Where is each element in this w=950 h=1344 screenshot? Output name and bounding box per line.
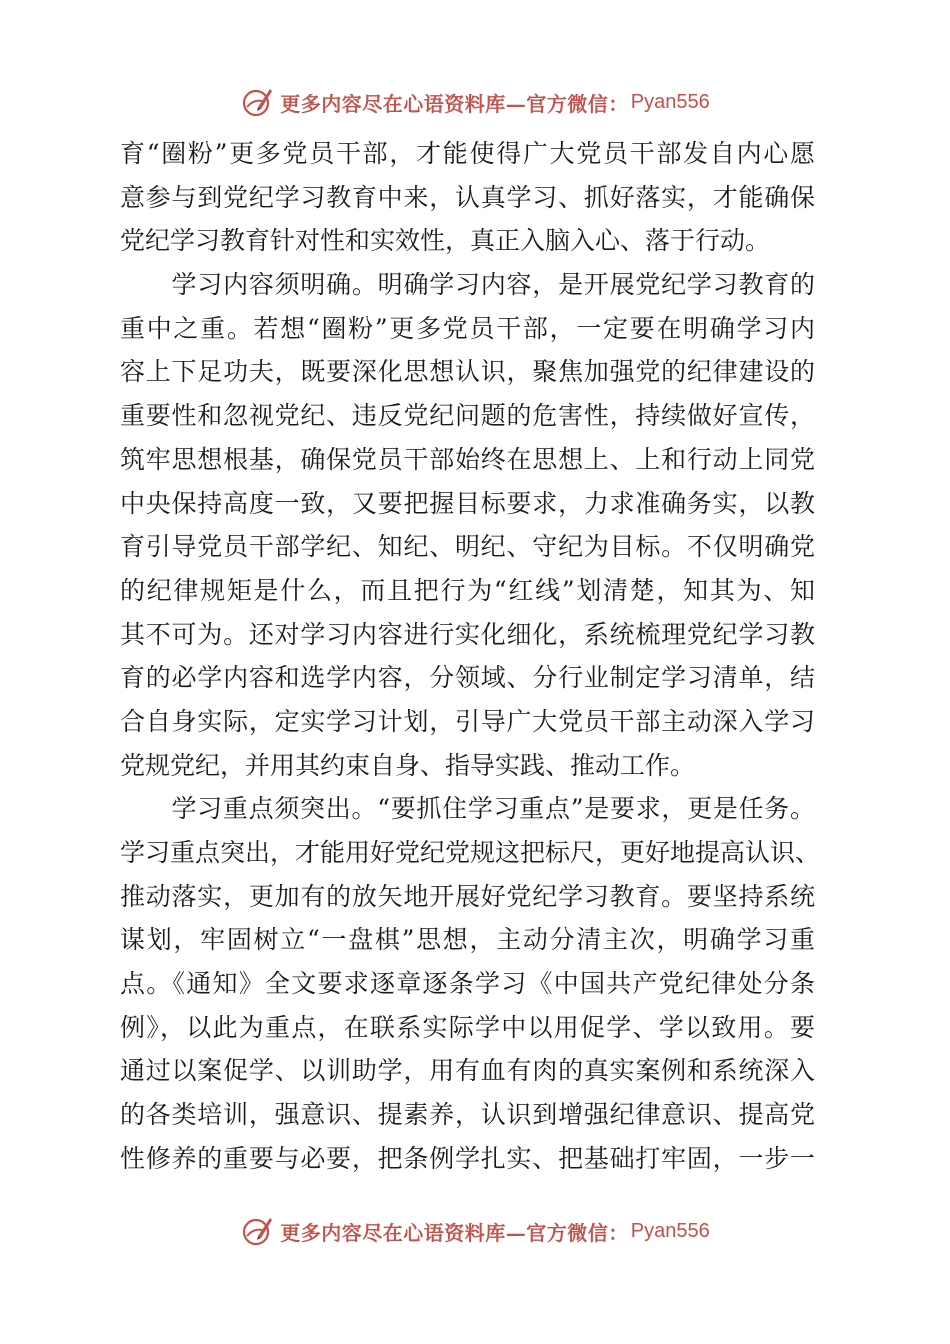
banner-caption: 更多内容尽在心语资料库—官方微信： — [280, 91, 629, 116]
text-line: 容上下足功夫，既要深化思想认识，聚焦加强党的纪律建设的 — [120, 357, 815, 387]
pen-logo-icon — [240, 1214, 274, 1248]
wechat-id: Pyan556 — [630, 1219, 710, 1242]
text-line: 合自身实际，定实学习计划，引导广大党员干部主动深入学习 — [120, 706, 815, 736]
text-line: 育“圈粉”更多党员干部，才能使得广大党员干部发自内心愿 — [120, 139, 815, 168]
text-line: 党纪学习教育针对性和实效性，真正入脑入心、落于行动。 — [120, 226, 771, 256]
text-line: 党规党纪，并用其约束自身、指导实践、推动工作。 — [120, 750, 696, 780]
pen-logo-icon — [240, 85, 274, 119]
text-line: 例》，以此为重点，在联系实际学中以用促学、学以致用。要 — [120, 1012, 815, 1042]
text-line: 其不可为。还对学习内容进行实化细化，系统梳理党纪学习教 — [120, 619, 815, 649]
text-line: 谋划，牢固树立“一盘棋”思想，主动分清主次，明确学习重 — [120, 925, 815, 955]
text-line: 的纪律规矩是什么，而且把行为“红线”划清楚，知其为、知 — [120, 575, 815, 605]
text-line: 筑牢思想根基，确保党员干部始终在思想上、上和行动上同党 — [120, 444, 815, 474]
banner-text — [280, 88, 709, 117]
header-banner — [0, 82, 950, 122]
text-line: 性修养的重要与必要，把条例学扎实、把基础打牢固，一步一 — [120, 1143, 815, 1173]
text-line: 通过以案促学、以训助学，用有血有肉的真实案例和系统深入 — [120, 1056, 815, 1086]
text-line: 学习内容须明确。明确学习内容，是开展党纪学习教育的 — [120, 270, 815, 300]
banner-text — [280, 1217, 709, 1246]
text-line: 学习重点须突出。“要抓住学习重点”是要求，更是任务。 — [120, 794, 815, 824]
text-line: 意参与到党纪学习教育中来，认真学习、抓好落实，才能确保 — [120, 182, 815, 212]
document-body — [120, 132, 821, 1181]
text-line: 学习重点突出，才能用好党纪党规这把标尺，更好地提高认识、 — [120, 838, 821, 867]
text-line: 点。《通知》全文要求逐章逐条学习《中国共产党纪律处分条 — [120, 969, 815, 999]
text-line: 的各类培训，强意识、提素养，认识到增强纪律意识、提高党 — [120, 1100, 815, 1130]
footer-banner — [0, 1211, 950, 1251]
text-line: 育引导党员干部学纪、知纪、明纪、守纪为目标。不仅明确党 — [120, 532, 815, 562]
text-line: 育的必学内容和选学内容，分领域、分行业制定学习清单，结 — [120, 663, 815, 693]
text-line: 重要性和忽视党纪、违反党纪问题的危害性，持续做好宣传， — [120, 401, 815, 431]
banner-caption: 更多内容尽在心语资料库—官方微信： — [280, 1220, 629, 1245]
text-line: 重中之重。若想“圈粉”更多党员干部，一定要在明确学习内 — [120, 313, 815, 343]
text-line: 中央保持高度一致，又要把握目标要求，力求准确务实，以教 — [120, 488, 815, 518]
wechat-id: Pyan556 — [630, 90, 710, 113]
text-line: 推动落实，更加有的放矢地开展好党纪学习教育。要坚持系统 — [120, 881, 815, 911]
